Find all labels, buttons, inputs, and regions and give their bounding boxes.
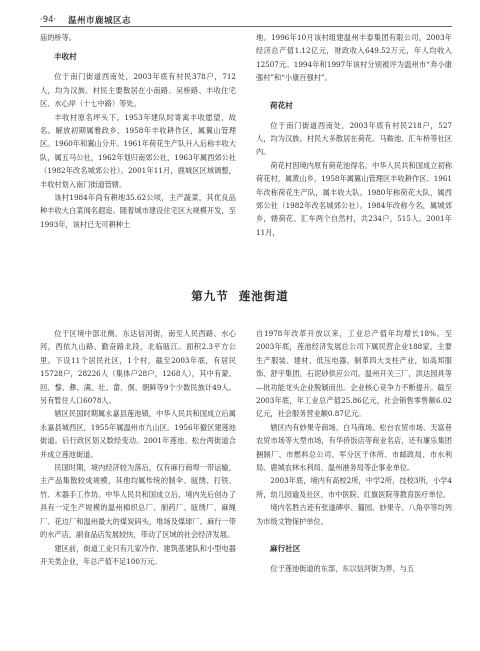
lead-paragraph: 地。1996年10月该村组建温州丰泰集团有限公司，2003年经济总产值1.12亿元，财政收入649.52万元，年人均收入12507元。1994年和1997年该村分别被评为温州市“奔小康强村”和“小康百强村”。 (256, 33, 452, 83)
column-bottom-left (40, 327, 236, 568)
heading-mahang-community: 麻行社区 (270, 544, 301, 554)
paragraph: 该村1984年尚有耕地35.62公顷，主产蔬菜，其优良品种丰收大白菜闻名遐迩。随着城市建设住宅区大规模开发，至1993年，该村已无可耕种土 (40, 193, 236, 229)
column-top-left (40, 31, 236, 231)
paragraph: 丰收村原名坪头下。1953年建队时寄寓丰收愿望，故名。解放初期属雅政乡，1958年丰收耕作区，属翼山管理区。1960年和翼山分开。1961年荷花生产队升入后称丰收大队，属五马公社，1962年划归南郊公社，1963年属西郊公社（1982年改名城郊公社）。2001年11月，鹿城区区域调整，丰收村划入南门街道管辖。 (40, 112, 236, 189)
section-number: 第九节 (191, 289, 229, 303)
column-top-right (256, 31, 452, 239)
paragraph: 境内名胜古迹有张遂碑亭、籀园、妙果寺、八角亭等均列为市级文物保护单位。 (256, 503, 452, 526)
paragraph: 2003年底，境内有高校2所，中学2所，技校3所，小学4所，幼儿园逾及社区，市中医院、红旗医院等教育医疗单位。 (256, 476, 452, 499)
paragraph: 位于莲池街道的东部，东以信河街为界，与五 (270, 564, 415, 574)
paragraph: 自1978年改革开放以来，工业总产值年均增长18%。至2003年底，莲池经济发展总公司下属民营企业188家，主要生产服装、建材、低压电器、制革四大支柱产业，如高邦服饰、舒宇集团，石泥砂供应公司。温州开关三厂，洪达园具等—批功能龙头企业脱颖而出。企业核心竞争力不断提升。截至2003年底，年工业总产值25.86亿元，社会销售零售额6.02亿元，社会服务营业额0.87亿元。 (256, 329, 452, 419)
paragraph: 民国时期，境内经济较为落后，仅有麻行商埠一带运输，主产品集散较成规模，其他均属传统的制伞、瓯绣、打铁、竹、木器手工作坊。中华人民共和国成立后，境内先后创办了具有一定生产规模的温州棉织总厂、制药厂、瓯绣厂、麻绳厂、花边厂和温州最大的煤炭码头，堆场及煤球厂。麻行一带的水产店，副食品店发展较快，带动了区域的社会经济发展。 (40, 463, 236, 540)
lead-paragraph: 庙的桥等。 (40, 33, 76, 42)
paragraph: 建区前，街道工业只有几家冷作、建筑基建队和小型电器开关类企业，年总产值不足100万元。 (40, 543, 236, 566)
header-rule (40, 26, 452, 27)
section-title (0, 288, 480, 304)
section-name: 莲池街道 (238, 289, 289, 303)
heading-hehua-village: 荷花村 (270, 100, 293, 110)
book-title: 温州市鹿城区志 (68, 16, 132, 26)
paragraph: 荷花村因境内原有荷花池得名。中华人民共和国成立初称荷花村，属黄山乡。1958年属翼山管理区丰收耕作区。1961年改称荷花生产队，属丰收大队。1980年称荷花大队，属西郊公社（1982年改名城郊公社）。1984年改称今名，属城郊乡，辖荷花、汇车两个自然村，共234户，515人。2001年11月， (256, 160, 452, 237)
paragraph: 辖区内有妙果寺商场、白马商场、松台农贸市场、天富巷农贸市场等大型市场，有华侨饭店等商业名店，还有廉乐集团捆制厂、市燃料总公司、军分区干休所、市邮政局、市水利局、鹿城农林水利局、温州港务局等企事业单位。 (256, 422, 452, 473)
paragraph: 辖区民国时期属永嘉县莲池镇，中华人民共和国成立后属永嘉县城西区，1955年属温州市九山区。1956年撤区建莲池街道。后行政区划又数经变动。2001年莲池、松台两街道合并成立莲池街道。 (40, 409, 236, 459)
column-bottom-right (256, 327, 452, 576)
paragraph: 位于南门街道西南处，2003年底有村民378户，712人，均为汉族。村民主要散居在小南路、吴桥路、丰收住宅区、水心岸（十七中路）等处。 (40, 72, 236, 109)
paragraph: 位于南门街道西南处，2003年底有村民218户，527人，均为汉族。村民大多散居在荷花、马鞍池、汇车桥等社区内。 (256, 120, 452, 157)
heading-fengshou-village: 丰收村 (54, 52, 77, 62)
paragraph: 位于区境中部北侧，东达信河街，南至人民西路、水心河，西依九山路、勤奋路北段，北临瓯江。面积2.3平方公里。下设11个居民社区，1个村，截至2003年底，有居民15728户，28226人（集体户28户，1268人），其中有蒙、回、黎、彝、满、壮、畲、侗、朝鲜等9个少数民族计49人。另有暂住人口6078人。 (40, 329, 236, 406)
page-number: ·94· (40, 15, 57, 25)
